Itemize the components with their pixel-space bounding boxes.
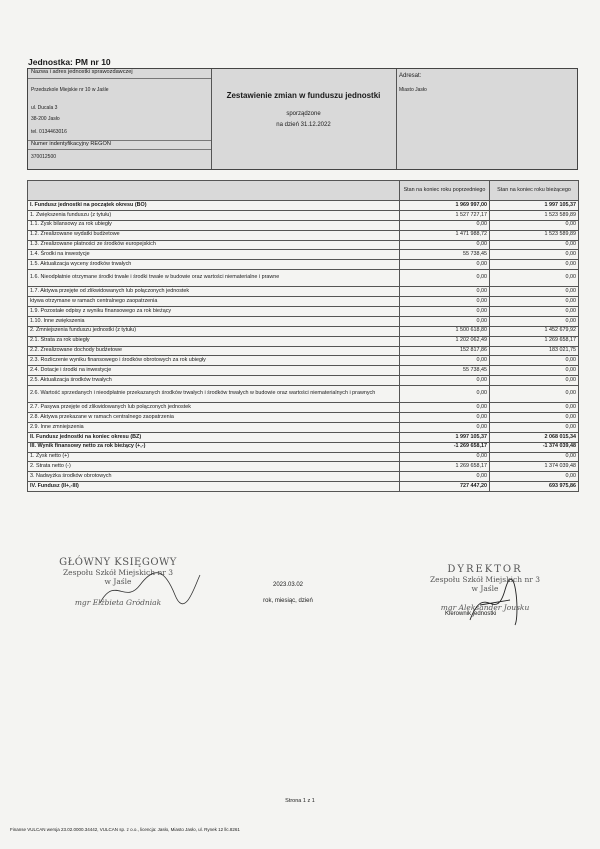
header-curr: Stan na koniec roku bieżącego <box>490 181 579 201</box>
row-label: 2.1. Strata za rok ubiegły <box>28 336 400 346</box>
stamp-line: Zespołu Szkół Miejskich nr 3 <box>429 575 541 584</box>
table-row <box>28 452 579 462</box>
curr-value: 0,00 <box>490 422 579 432</box>
stamp-line: w Jaśle <box>104 577 132 586</box>
prev-value: 0,00 <box>400 307 490 317</box>
signature-scribble-right <box>460 575 530 630</box>
prev-value: 0,00 <box>400 386 490 403</box>
row-label: 2.4. Dotacje i środki na inwestycje <box>28 366 400 376</box>
curr-value: 0,00 <box>490 403 579 413</box>
table-row <box>28 240 579 250</box>
curr-value: 0,00 <box>490 472 579 482</box>
row-label: 2.3. Rozliczenie wyniku finansowego i środków obrotowych za rok ubiegły <box>28 356 400 366</box>
prev-value: 0,00 <box>400 220 490 230</box>
report-title: Zestawienie zmian w funduszu jednostki <box>226 91 381 100</box>
table-row <box>28 270 579 287</box>
prev-value: 0,00 <box>400 413 490 423</box>
table-row <box>28 376 579 386</box>
row-label: 1.3. Zrealizowane płatności ze środków europejskich <box>28 240 400 250</box>
table-row <box>28 413 579 423</box>
unit-title: Jednostka: PM nr 10 <box>28 57 111 67</box>
row-label: 2.7. Pasywa przejęte od zlikwidowanych lub połączonych jednostek <box>28 403 400 413</box>
prev-value: -1 269 658,17 <box>400 442 490 452</box>
prev-value: 0,00 <box>400 422 490 432</box>
row-label: 1.2. Zrealizowane wydatki budżetowe <box>28 230 400 240</box>
curr-value: 0,00 <box>490 452 579 462</box>
row-label: 1.4. Środki na inwestycje <box>28 250 400 260</box>
row-label: 1.10. Inne zwiększenia <box>28 316 400 326</box>
curr-value: 1 523 589,89 <box>490 230 579 240</box>
table-row <box>28 316 579 326</box>
software-note: Finanse VULCAN wersja 23.02.0000.34442, VULCAN sp. z o.o., licencja: Jasło, Miasto Jasło, ul. Rynek 12 llc.8261 <box>10 827 240 832</box>
row-label: 1.5. Aktualizacja wyceny środków trwałych <box>28 260 400 270</box>
curr-value: 1 269 658,17 <box>490 336 579 346</box>
table-row <box>28 432 579 442</box>
stamp-name: mgr Aleksander Jousku <box>440 603 530 612</box>
row-label: IV. Fundusz (II+,-III) <box>28 482 400 492</box>
table-row <box>28 201 579 211</box>
curr-value: 0,00 <box>490 366 579 376</box>
row-label: III. Wynik finansowy netto za rok bieżący (+,-) <box>28 442 400 452</box>
signature-scribble-left <box>95 565 205 610</box>
prev-value: 0,00 <box>400 472 490 482</box>
regon-value: 370012500 <box>31 154 57 160</box>
row-label: 2.2. Zrealizowane dochody budżetowe <box>28 346 400 356</box>
addressee-block <box>396 69 577 169</box>
curr-value: 0,00 <box>490 356 579 366</box>
sign-date: 2023.03.02 <box>272 582 304 588</box>
curr-value: 2 068 015,34 <box>490 432 579 442</box>
prev-value: 0,00 <box>400 297 490 307</box>
name-line: 38-200 Jasło <box>31 116 60 122</box>
curr-value: 0,00 <box>490 316 579 326</box>
curr-value: 0,00 <box>490 287 579 297</box>
name-label: Nazwa i adres jednostki sprawozdawczej <box>28 69 211 79</box>
curr-value: 1 523 589,89 <box>490 210 579 220</box>
table-row <box>28 346 579 356</box>
prev-value: 0,00 <box>400 240 490 250</box>
curr-value: 1 997 105,37 <box>490 201 579 211</box>
curr-value: 693 975,86 <box>490 482 579 492</box>
header-prev: Stan na koniec roku poprzedniego <box>400 181 490 201</box>
date-block <box>248 582 328 604</box>
table-row <box>28 250 579 260</box>
row-label: 1.6. Nieodpłatnie otrzymane środki trwałe i środki trwałe w budowie oraz wartości niematerialne i prawne <box>28 270 400 287</box>
curr-value: 0,00 <box>490 240 579 250</box>
table-body <box>28 201 579 492</box>
curr-value: 0,00 <box>490 413 579 423</box>
prev-value: 1 269 658,17 <box>400 462 490 472</box>
row-label: 3. Nadwyżka środków obrotowych <box>28 472 400 482</box>
curr-value: 0,00 <box>490 386 579 403</box>
addressee-value: Miasto Jasło <box>399 87 427 93</box>
table-row <box>28 230 579 240</box>
prev-value: 55 738,45 <box>400 250 490 260</box>
table-row <box>28 366 579 376</box>
row-label: I. Fundusz jednostki na początek okresu (BO) <box>28 201 400 211</box>
prev-value: 1 471 988,72 <box>400 230 490 240</box>
table-row <box>28 482 579 492</box>
date-caption: rok, miesiąc, dzień <box>263 598 313 604</box>
header-blank <box>28 181 400 201</box>
curr-value: -1 374 039,48 <box>490 442 579 452</box>
table-row <box>28 326 579 336</box>
prev-value: 0,00 <box>400 376 490 386</box>
prev-value: 0,00 <box>400 270 490 287</box>
row-label: 1.7. Aktywa przejęte od zlikwidowanych lub połączonych jednostek <box>28 287 400 297</box>
report-date: na dzień 31.12.2022 <box>276 122 331 128</box>
curr-value: 0,00 <box>490 297 579 307</box>
prev-value: 0,00 <box>400 356 490 366</box>
table-row <box>28 220 579 230</box>
header-box <box>27 68 578 170</box>
table-row <box>28 403 579 413</box>
prev-value: 0,00 <box>400 403 490 413</box>
stamp-line: Zespołu Szkół Miejskich nr 3 <box>62 568 174 577</box>
prev-value: 1 202 062,49 <box>400 336 490 346</box>
table-row <box>28 386 579 403</box>
row-label: 2. Zmniejszenia funduszu jednostki (z tytułu) <box>28 326 400 336</box>
table-row <box>28 210 579 220</box>
prev-value: 1 500 618,80 <box>400 326 490 336</box>
prev-value: 0,00 <box>400 287 490 297</box>
table-row <box>28 462 579 472</box>
director-caption: Kierownik jednostki <box>445 611 497 617</box>
row-label: 1.9. Pozostałe odpisy z wyniku finansowego za rok bieżący <box>28 307 400 317</box>
stamp-line: GŁÓWNY KSIĘGOWY <box>59 557 177 568</box>
table-row <box>28 472 579 482</box>
prev-value: 1 969 997,00 <box>400 201 490 211</box>
curr-value: 1 374 039,48 <box>490 462 579 472</box>
prev-value: 0,00 <box>400 316 490 326</box>
name-line: Przedszkole Miejskie nr 10 w Jaśle <box>31 87 109 93</box>
stamp-line: DYREKTOR <box>447 564 523 575</box>
table-row <box>28 422 579 432</box>
title-block <box>211 69 397 169</box>
row-label: 2.5. Aktualizacja środków trwałych <box>28 376 400 386</box>
unit-info <box>28 69 212 169</box>
page-number: Strona 1 z 1 <box>285 798 315 804</box>
curr-value: 1 452 679,92 <box>490 326 579 336</box>
prev-value: 55 738,45 <box>400 366 490 376</box>
row-label: ktywa otrzymane w ramach centralnego zaopatrzenia <box>28 297 400 307</box>
curr-value: 0,00 <box>490 260 579 270</box>
table-row <box>28 260 579 270</box>
prev-value: 1 527 727,17 <box>400 210 490 220</box>
curr-value: 0,00 <box>490 307 579 317</box>
row-label: 2.6. Wartość sprzedanych i nieodpłatnie przekazanych środków trwałych i środków trwałych w budowie oraz wartości niematerialnych i prawnych <box>28 386 400 403</box>
name-line: tel. 0134463016 <box>31 129 67 135</box>
prev-value: 0,00 <box>400 452 490 462</box>
table-row <box>28 442 579 452</box>
row-label: 2.8. Aktywa przekazane w ramach centralnego zaopatrzenia <box>28 413 400 423</box>
row-label: II. Fundusz jednostki na koniec okresu (BZ) <box>28 432 400 442</box>
table-row <box>28 287 579 297</box>
row-label: 1. Zysk netto (+) <box>28 452 400 462</box>
table-row <box>28 356 579 366</box>
name-line: ul. Ducala 3 <box>31 105 58 111</box>
prev-value: 727 447,20 <box>400 482 490 492</box>
curr-value: 0,00 <box>490 270 579 287</box>
table-row <box>28 336 579 346</box>
regon-label: Numer indentyfikacyjny REGON <box>28 140 211 150</box>
addressee-label: Adresat: <box>399 73 422 79</box>
prev-value: 1 997 105,37 <box>400 432 490 442</box>
row-label: 2. Strata netto (-) <box>28 462 400 472</box>
row-label: 1. Zwiększenia funduszu (z tytułu) <box>28 210 400 220</box>
table-row <box>28 307 579 317</box>
row-label: 1.1. Zysk bilansowy za rok ubiegły <box>28 220 400 230</box>
curr-value: 0,00 <box>490 220 579 230</box>
curr-value: 183 021,75 <box>490 346 579 356</box>
curr-value: 0,00 <box>490 250 579 260</box>
row-label: 2.9. Inne zmniejszenia <box>28 422 400 432</box>
table-row <box>28 297 579 307</box>
fund-changes-table <box>27 180 579 492</box>
curr-value: 0,00 <box>490 376 579 386</box>
stamp-name: mgr Elżbieta Gródniak <box>74 598 162 607</box>
prev-value: 0,00 <box>400 260 490 270</box>
prev-value: 152 817,86 <box>400 346 490 356</box>
report-subtitle: sporządzone <box>286 111 321 117</box>
stamp-line: w Jaśle <box>471 584 499 593</box>
